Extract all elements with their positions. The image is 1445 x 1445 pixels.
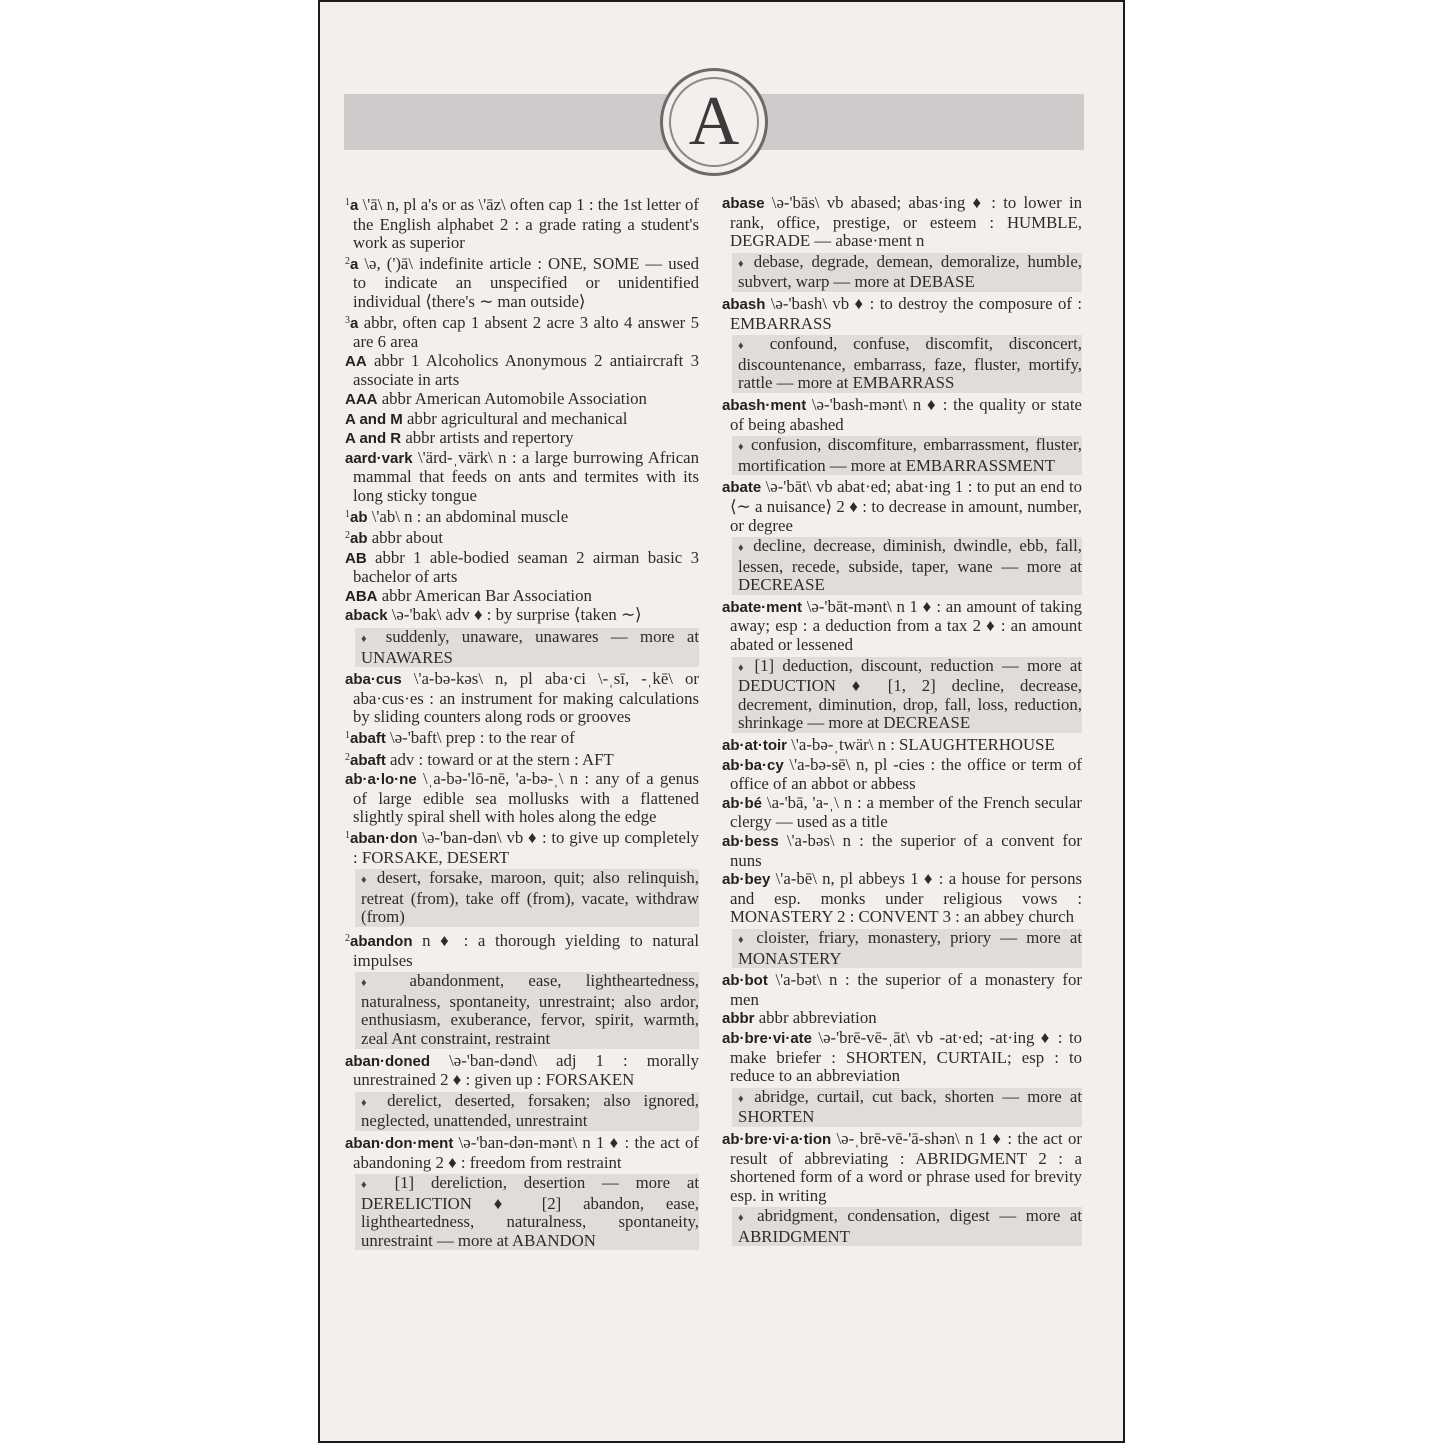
dictionary-entry [722,832,1082,870]
headword: aback [345,607,388,625]
synonym-paragraph [355,1092,699,1131]
letter-badge-letter: A [669,77,759,167]
dictionary-entry [345,506,699,528]
dictionary-entry [722,1130,1082,1205]
diamond-icon: ♦ [738,933,757,946]
synonym-paragraph [732,1207,1082,1246]
dictionary-entry [345,352,699,390]
headword: aban·don·ment [345,1134,454,1152]
headword: AA [345,352,367,370]
definition: \ə-'brē-vē-ˌāt\ vb -at·ed; -at·ing ♦ : to make briefer : SHORTEN, CURTAIL; esp : to reduce to an abbreviation [730,1027,1082,1086]
definition: \ə, (')ā\ indefinite article : ONE, SOME — used to indicate an unspecified or unidentified individual ⟨there's ∼ man outside⟩ [353,253,700,311]
dictionary-entry [722,794,1082,832]
definition: \ə-'bāt\ vb abat·ed; abat·ing 1 : to put an end to ⟨∼ a nuisance⟩ 2 ♦ : to decrease in amount, number, or degree [730,477,1082,535]
synonym-text: [1] dereliction, desertion — more at DERELICTION ♦ [2] abandon, ease, lightheartedness, naturalness, spontaneity, unrestraint — more at ABANDON [361,1173,699,1250]
headword: ab·bre·vi·a·tion [722,1130,832,1148]
headword: ab·bre·vi·ate [722,1029,813,1047]
headword: aard·vark [345,449,413,467]
homograph-number: 1 [345,197,350,208]
dictionary-entry [345,312,699,352]
diamond-icon: ♦ [361,1096,388,1109]
synonym-paragraph [732,335,1082,393]
synonym-text: abandonment, ease, lightheartedness, naturalness, spontaneity, unrestraint; also ardor, enthusiasm, exuberance, fervor, spirit, warmth, zeal Ant constraint, restraint [361,971,699,1048]
synonym-paragraph [732,436,1082,475]
homograph-number: 2 [345,255,350,267]
headword: aba·cus [345,671,402,689]
headword: AB [345,549,367,567]
dictionary-entry [345,606,699,626]
synonym-text: decline, decrease, diminish, dwindle, ebb, fall, lessen, recede, subside, taper, wane — more at DECREASE [738,536,1082,595]
dictionary-entry [722,478,1082,535]
definition: \ˌa-bə-'lō-nē, 'a-bə-ˌ\ n : any of a genus of large edible sea mollusks with a flattened slightly spiral shell with holes along the edge [353,769,699,827]
definition: abbr artists and repertory [405,428,574,448]
headword: abaft [350,751,386,769]
synonym-text: abridgment, condensation, digest — more at ABRIDGMENT [738,1206,1082,1246]
dictionary-entry [722,396,1082,434]
definition: n ♦ : a thorough yielding to natural impulses [353,930,699,970]
synonym-text: desert, forsake, maroon, quit; also relinquish, retreat (from), take off (from), vacate, withdraw (from) [361,868,699,927]
diamond-icon: ♦ [738,340,770,353]
dictionary-entry [345,930,699,970]
definition: \ə-ˌbrē-vē-'ā-shən\ n 1 ♦ : the act or result of abbreviating : ABRIDGMENT 2 : a shortened form of a word or phrase used for brevity esp. in writing [730,1128,1082,1205]
dictionary-entry [345,587,699,607]
synonym-paragraph [355,1174,699,1250]
definition: \'a-bəs\ n : the superior of a convent for nuns [730,831,1082,870]
synonym-paragraph [732,253,1082,292]
dictionary-entry [345,670,699,727]
headword: ab·a·lo·ne [345,771,417,789]
synonym-text: derelict, deserted, forsaken; also ignored, neglected, unattended, unrestraint [361,1090,699,1131]
letter-badge [660,68,768,176]
left-column [345,194,699,1253]
definition: abbr 1 Alcoholics Anonymous 2 antiaircraft 3 associate in arts [353,350,699,390]
definition: abbr, often cap 1 absent 2 acre 3 alto 4 answer 5 are 6 area [353,312,699,352]
headword: ab·bé [722,794,763,812]
headword: ab [350,508,368,526]
homograph-number: 2 [345,751,350,763]
headword: ab [350,530,368,548]
dictionary-entry [345,410,699,430]
definition: \ə-'ban-dən\ vb ♦ : to give up completely : FORSAKE, DESERT [353,828,699,867]
headword: ab·bot [722,972,768,990]
headword: abate·ment [722,598,803,616]
dictionary-entry [345,429,699,449]
synonym-paragraph [732,1088,1082,1127]
synonym-paragraph [732,657,1082,733]
headword: abate [722,479,762,497]
definition: \a-'bā, 'a-ˌ\ n : a member of the French secular clergy — used as a title [730,792,1082,832]
headword: ab·ba·cy [722,756,784,774]
definition: \ə-'bash\ vb ♦ : to destroy the composure of : EMBARRASS [730,293,1082,333]
definition: \'ab\ n : an abdominal muscle [371,506,569,526]
homograph-number: 3 [345,314,350,326]
dictionary-entry [722,971,1082,1009]
dictionary-page [318,0,1125,1443]
diamond-icon: ♦ [361,874,377,887]
headword: abash·ment [722,396,807,414]
synonym-text: debase, degrade, demean, demoralize, humble, subvert, warp — more at DEBASE [738,251,1082,292]
definition: \'ā\ n, pl a's or as \'āz\ often cap 1 : the 1st letter of the English alphabet 2 : a grade rating a student's work as superior [353,195,699,253]
dictionary-entry [345,827,699,867]
dictionary-entry [345,449,699,506]
synonym-paragraph [732,537,1082,595]
definition: \ə-'ban-dən-mənt\ n 1 ♦ : the act of abandoning 2 ♦ : freedom from restraint [353,1132,699,1172]
headword: ab·at·toir [722,737,787,755]
dictionary-entry [722,736,1082,756]
definition: \ə-'bāt-mənt\ n 1 ♦ : an amount of taking away; esp : a deduction from a tax 2 ♦ : an amount abated or lessened [730,596,1082,655]
headword: aban·doned [345,1052,430,1070]
dictionary-entry [345,1134,699,1172]
headword: A and R [345,430,402,448]
definition: \ə-'baft\ prep : to the rear of [390,728,575,748]
diamond-icon: ♦ [738,661,755,674]
diamond-icon: ♦ [361,1179,395,1192]
dictionary-entry [345,549,699,587]
synonym-paragraph [355,628,699,667]
homograph-number: 1 [345,508,350,520]
synonym-text: cloister, friary, monastery, priory — more at MONASTERY [738,927,1082,968]
headword: abash [722,295,766,313]
definition: \'a-bət\ n : the superior of a monastery for men [730,970,1082,1009]
diamond-icon: ♦ [738,1092,755,1105]
dictionary-entry [345,253,699,312]
synonym-paragraph [355,869,699,927]
definition: abbr 1 able-bodied seaman 2 airman basic 3 bachelor of arts [353,547,699,587]
headword: abase [722,195,765,212]
definition: abbr agricultural and mechanical [406,408,628,428]
homograph-number: 1 [345,730,350,742]
headword: ab·bey [722,871,771,889]
definition: abbr abbreviation [758,1008,877,1028]
synonym-text: [1] deduction, discount, reduction — more at DEDUCTION ♦ [1, 2] decline, decrease, decrement, diminution, drop, fall, loss, reduction, shrinkage — more at DECREASE [738,655,1082,733]
headword: a [350,255,359,273]
definition: \ə-'bak\ adv ♦ : by surprise ⟨taken ∼⟩ [391,605,642,625]
dictionary-entry [722,756,1082,794]
diamond-icon: ♦ [738,542,754,555]
dictionary-entry [345,1052,699,1090]
definition: \'a-bə-ˌtwär\ n : SLAUGHTERHOUSE [791,735,1055,755]
headword: a [350,197,359,214]
headword: abaft [350,730,386,748]
definition: \ə-'bash-mənt\ n ♦ : the quality or state of being abashed [730,394,1082,434]
definition: \'a-bē\ n, pl abbeys 1 ♦ : a house for persons and esp. monks under religious vows : MONASTERY 2 : CONVENT 3 : an abbey church [730,869,1082,927]
definition: abbr American Automobile Association [381,388,647,408]
definition: adv : toward or at the stern : AFT [390,749,614,769]
dictionary-entry [722,1029,1082,1086]
synonym-paragraph [355,972,699,1048]
dictionary-entry [345,749,699,771]
diamond-icon: ♦ [361,633,386,646]
headword: a [350,314,359,332]
definition: abbr about [371,528,444,548]
dictionary-entry [345,770,699,827]
dictionary-entry [722,194,1082,251]
definition: \ə-'bās\ vb abased; abas·ing ♦ : to lower in rank, office, prestige, or esteem : HUMBLE, DEGRADE — abase·ment n [730,193,1082,251]
homograph-number: 2 [345,530,350,542]
headword: abbr [722,1010,755,1028]
definition: \ə-'ban-dənd\ adj 1 : morally unrestrained 2 ♦ : given up : FORSAKEN [353,1050,699,1090]
diamond-icon: ♦ [738,257,754,270]
definition: \'ärd-ˌvärk\ n : a large burrowing African mammal that feeds on ants and termites with its long sticky tongue [353,447,699,505]
diamond-icon: ♦ [738,441,751,454]
diamond-icon: ♦ [738,1212,758,1225]
dictionary-entry [345,390,699,410]
homograph-number: 1 [345,830,350,841]
headword: A and M [345,410,403,428]
headword: aban·don [350,830,418,847]
homograph-number: 2 [345,932,350,944]
synonym-text: confound, confuse, discomfit, disconcert, discountenance, embarrass, faze, fluster, mortify, rattle — more at EMBARRASS [738,334,1082,393]
dictionary-entry [345,194,699,253]
definition: \'a-bə-sē\ n, pl -cies : the office or term of office of an abbot or abbess [730,754,1082,794]
right-column [722,194,1082,1249]
synonym-text: confusion, discomfiture, embarrassment, fluster, mortification — more at EMBARRASSMENT [738,435,1082,475]
headword: abandon [350,932,413,950]
dictionary-entry [722,295,1082,333]
definition: abbr American Bar Association [381,585,592,605]
synonym-text: abridge, curtail, cut back, shorten — more at SHORTEN [738,1086,1082,1127]
synonym-paragraph [732,929,1082,968]
dictionary-entry [722,1009,1082,1029]
headword: AAA [345,390,378,408]
diamond-icon: ♦ [361,977,410,990]
dictionary-entry [345,527,699,549]
dictionary-entry [722,598,1082,655]
headword: ab·bess [722,833,779,850]
dictionary-entry [722,870,1082,927]
headword: ABA [345,587,378,605]
definition: \'a-bə-kəs\ n, pl aba·ci \-ˌsī, -ˌkē\ or aba·cus·es : an instrument for making calculations by sliding counters along rods or grooves [353,669,699,727]
dictionary-entry [345,727,699,749]
synonym-text: suddenly, unaware, unawares — more at UNAWARES [361,627,699,667]
